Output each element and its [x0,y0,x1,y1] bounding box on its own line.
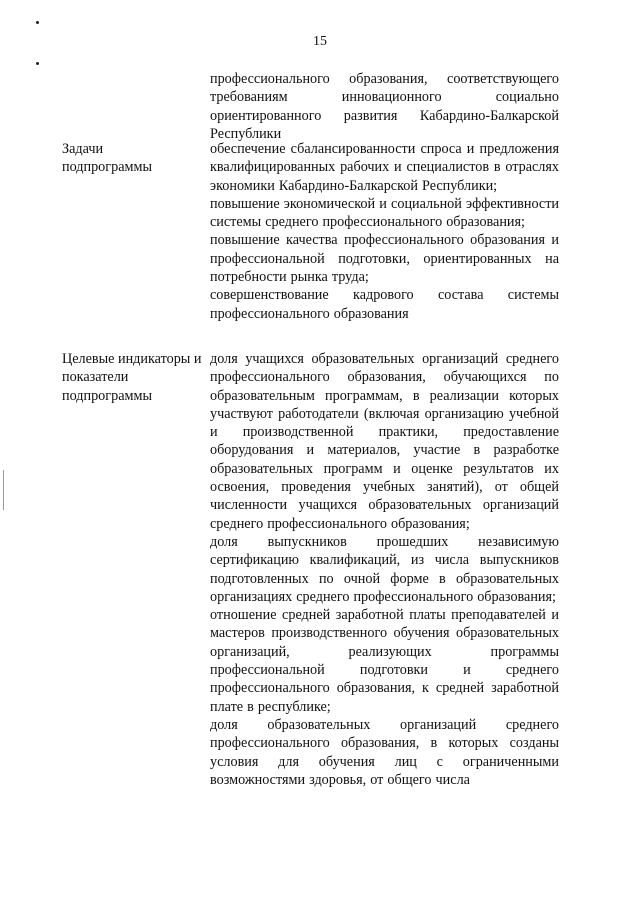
page-number: 15 [313,34,327,49]
indicator-item: доля выпускников прошедших независимую сертификацию квалификаций, из числа выпускников подготовленных по очной форме в образовательных организациях среднего профессионального образования; [210,533,559,605]
indicator-item: доля образовательных организаций среднего профессионального образования, в которых созданы условия для обучения лиц с ограниченными возможностями здоровья, от общего числа [210,716,559,788]
task-item: повышение качества профессионального образования и профессиональной подготовки, ориентированных на потребности рынка труда; [210,232,559,286]
task-item: обеспечение сбалансированности спроса и предложения квалифицированных рабочих и специалистов в отраслях экономики Кабардино-Балкарской Республики; [210,141,559,194]
row-continuation-content [210,70,559,143]
label-tasks: Задачи подпрограммы [62,141,152,176]
paragraph: профессионального образования, соответствующего требованиям инновационного социально ориентированного развития Кабардино-Балкарской Республики [210,71,559,142]
task-item: совершенствование кадрового состава системы профессионального образования [210,287,559,322]
scan-edge-mark [3,470,4,510]
task-item: повышение экономической и социальной эффективности системы среднего профессионального образования; [210,195,559,231]
indicator-item: отношение средней заработной платы преподавателей и мастеров производственного обучения образовательных организаций, реализующих программы профессиональной подготовки и среднего профессионального образования, к средней заработной плате в республике; [210,607,559,715]
tasks-content [210,140,559,323]
scan-dot [36,21,39,24]
indicators-content [210,350,559,789]
indicator-item: доля учащихся образовательных организаций среднего профессионального образования, обучающихся по образовательным программам, в реализации которых участвуют работодатели (включая организацию учебной и производственной практики, предоставление оборудования и материалов, участие в разработке образовательных программ и оценке результатов их освоения, проведения учебных занятий), от общей численности учащихся образовательных организаций среднего профессионального образования; [210,351,559,532]
scan-dot [36,62,39,65]
label-indicators: Целевые индикаторы и показатели подпрограммы [62,351,202,404]
